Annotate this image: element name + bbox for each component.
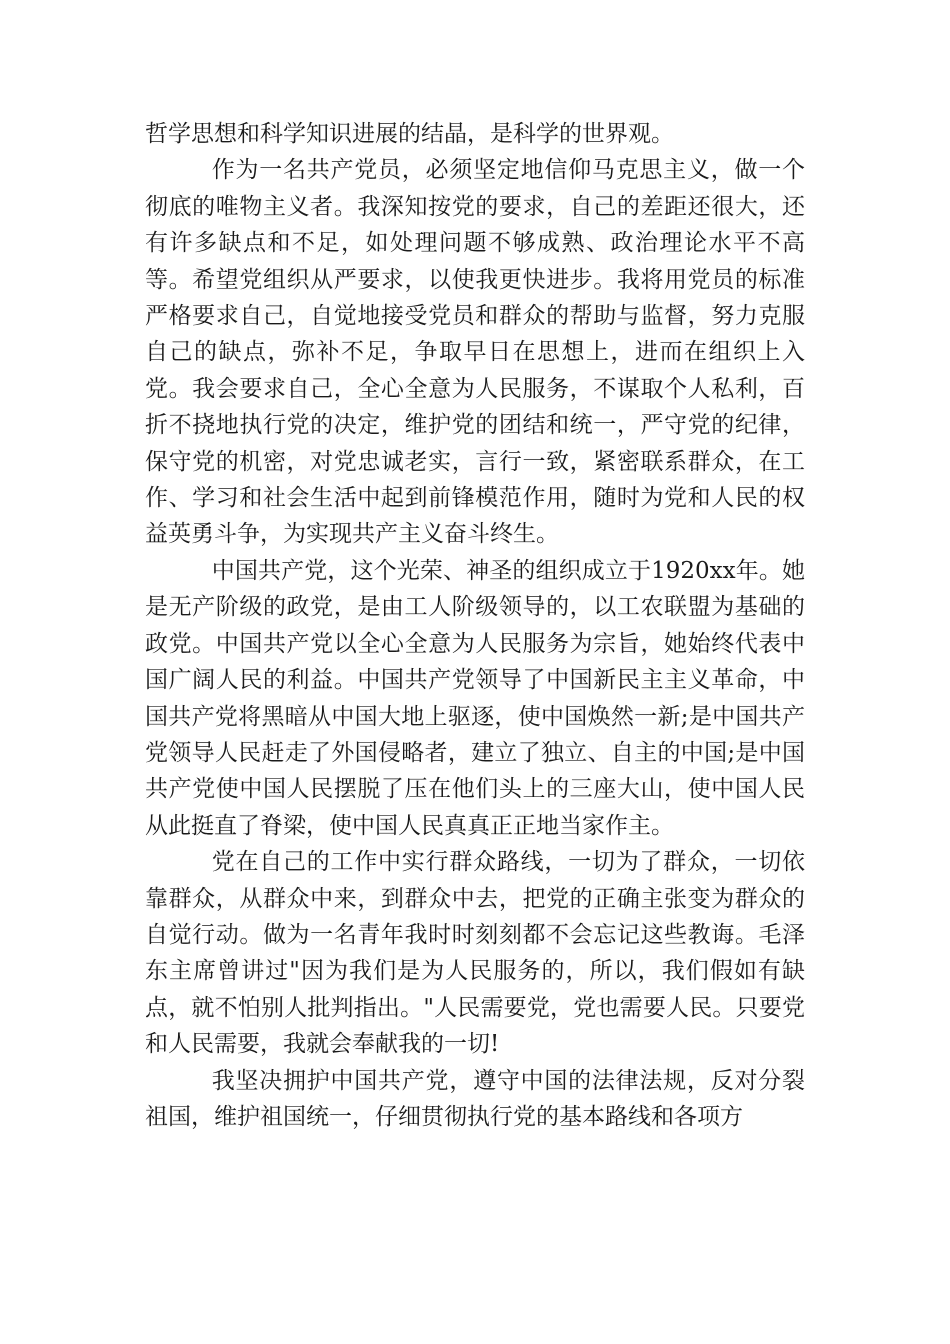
paragraph-1: 哲学思想和科学知识进展的结晶，是科学的世界观。 — [145, 121, 674, 147]
paragraph-4: 党在自己的工作中实行群众路线，一切为了群众，一切依靠群众，从群众中来，到群众中去，把党的正确主张变为群众的自觉行动。做为一名青年我时时刻刻都不会忘记这些教诲。毛泽东主席曾讲过"因为我们是为人民服务的，所以，我们假如有缺点，就不怕别人批判指出。"人民需要党，党也需要人民。只要党和人民需要，我就会奉献我的一切! — [145, 849, 805, 1058]
paragraph-3: 中国共产党，这个光荣、神圣的组织成立于1920xx年。她是无产阶级的政党，是由工人阶级领导的，以工农联盟为基础的政党。中国共产党以全心全意为人民服务为宗旨，她始终代表中国广阔人民的利益。中国共产党领导了中国新民主主义革命，中国共产党将黑暗从中国大地上驱逐，使中国焕然一新;是中国共产党领导人民赶走了外国侵略者，建立了独立、自主的中国;是中国共产党使中国人民摆脱了压在他们头上的三座大山，使中国人民从此挺直了脊梁，使中国人民真真正正地当家作主。 — [145, 557, 805, 839]
paragraph-2: 作为一名共产党员，必须坚定地信仰马克思主义，做一个彻底的唯物主义者。我深知按党的要求，自己的差距还很大，还有许多缺点和不足，如处理问题不够成熟、政治理论水平不高等。希望党组织从严要求，以使我更快进步。我将用党员的标准严格要求自己，自觉地接受党员和群众的帮助与监督，努力克服自己的缺点，弥补不足，争取早日在思想上，进而在组织上入党。我会要求自己，全心全意为人民服务，不谋取个人私利，百折不挠地执行党的决定，维护党的团结和统一，严守党的纪律，保守党的机密，对党忠诚老实，言行一致，紧密联系群众，在工作、学习和社会生活中起到前锋模范作用，随时为党和人民的权益英勇斗争，为实现共产主义奋斗终生。 — [145, 157, 805, 548]
document-body — [145, 116, 805, 1135]
paragraph-5: 我坚决拥护中国共产党，遵守中国的法律法规，反对分裂祖国，维护祖国统一，仔细贯彻执行党的基本路线和各项方 — [145, 1067, 805, 1130]
